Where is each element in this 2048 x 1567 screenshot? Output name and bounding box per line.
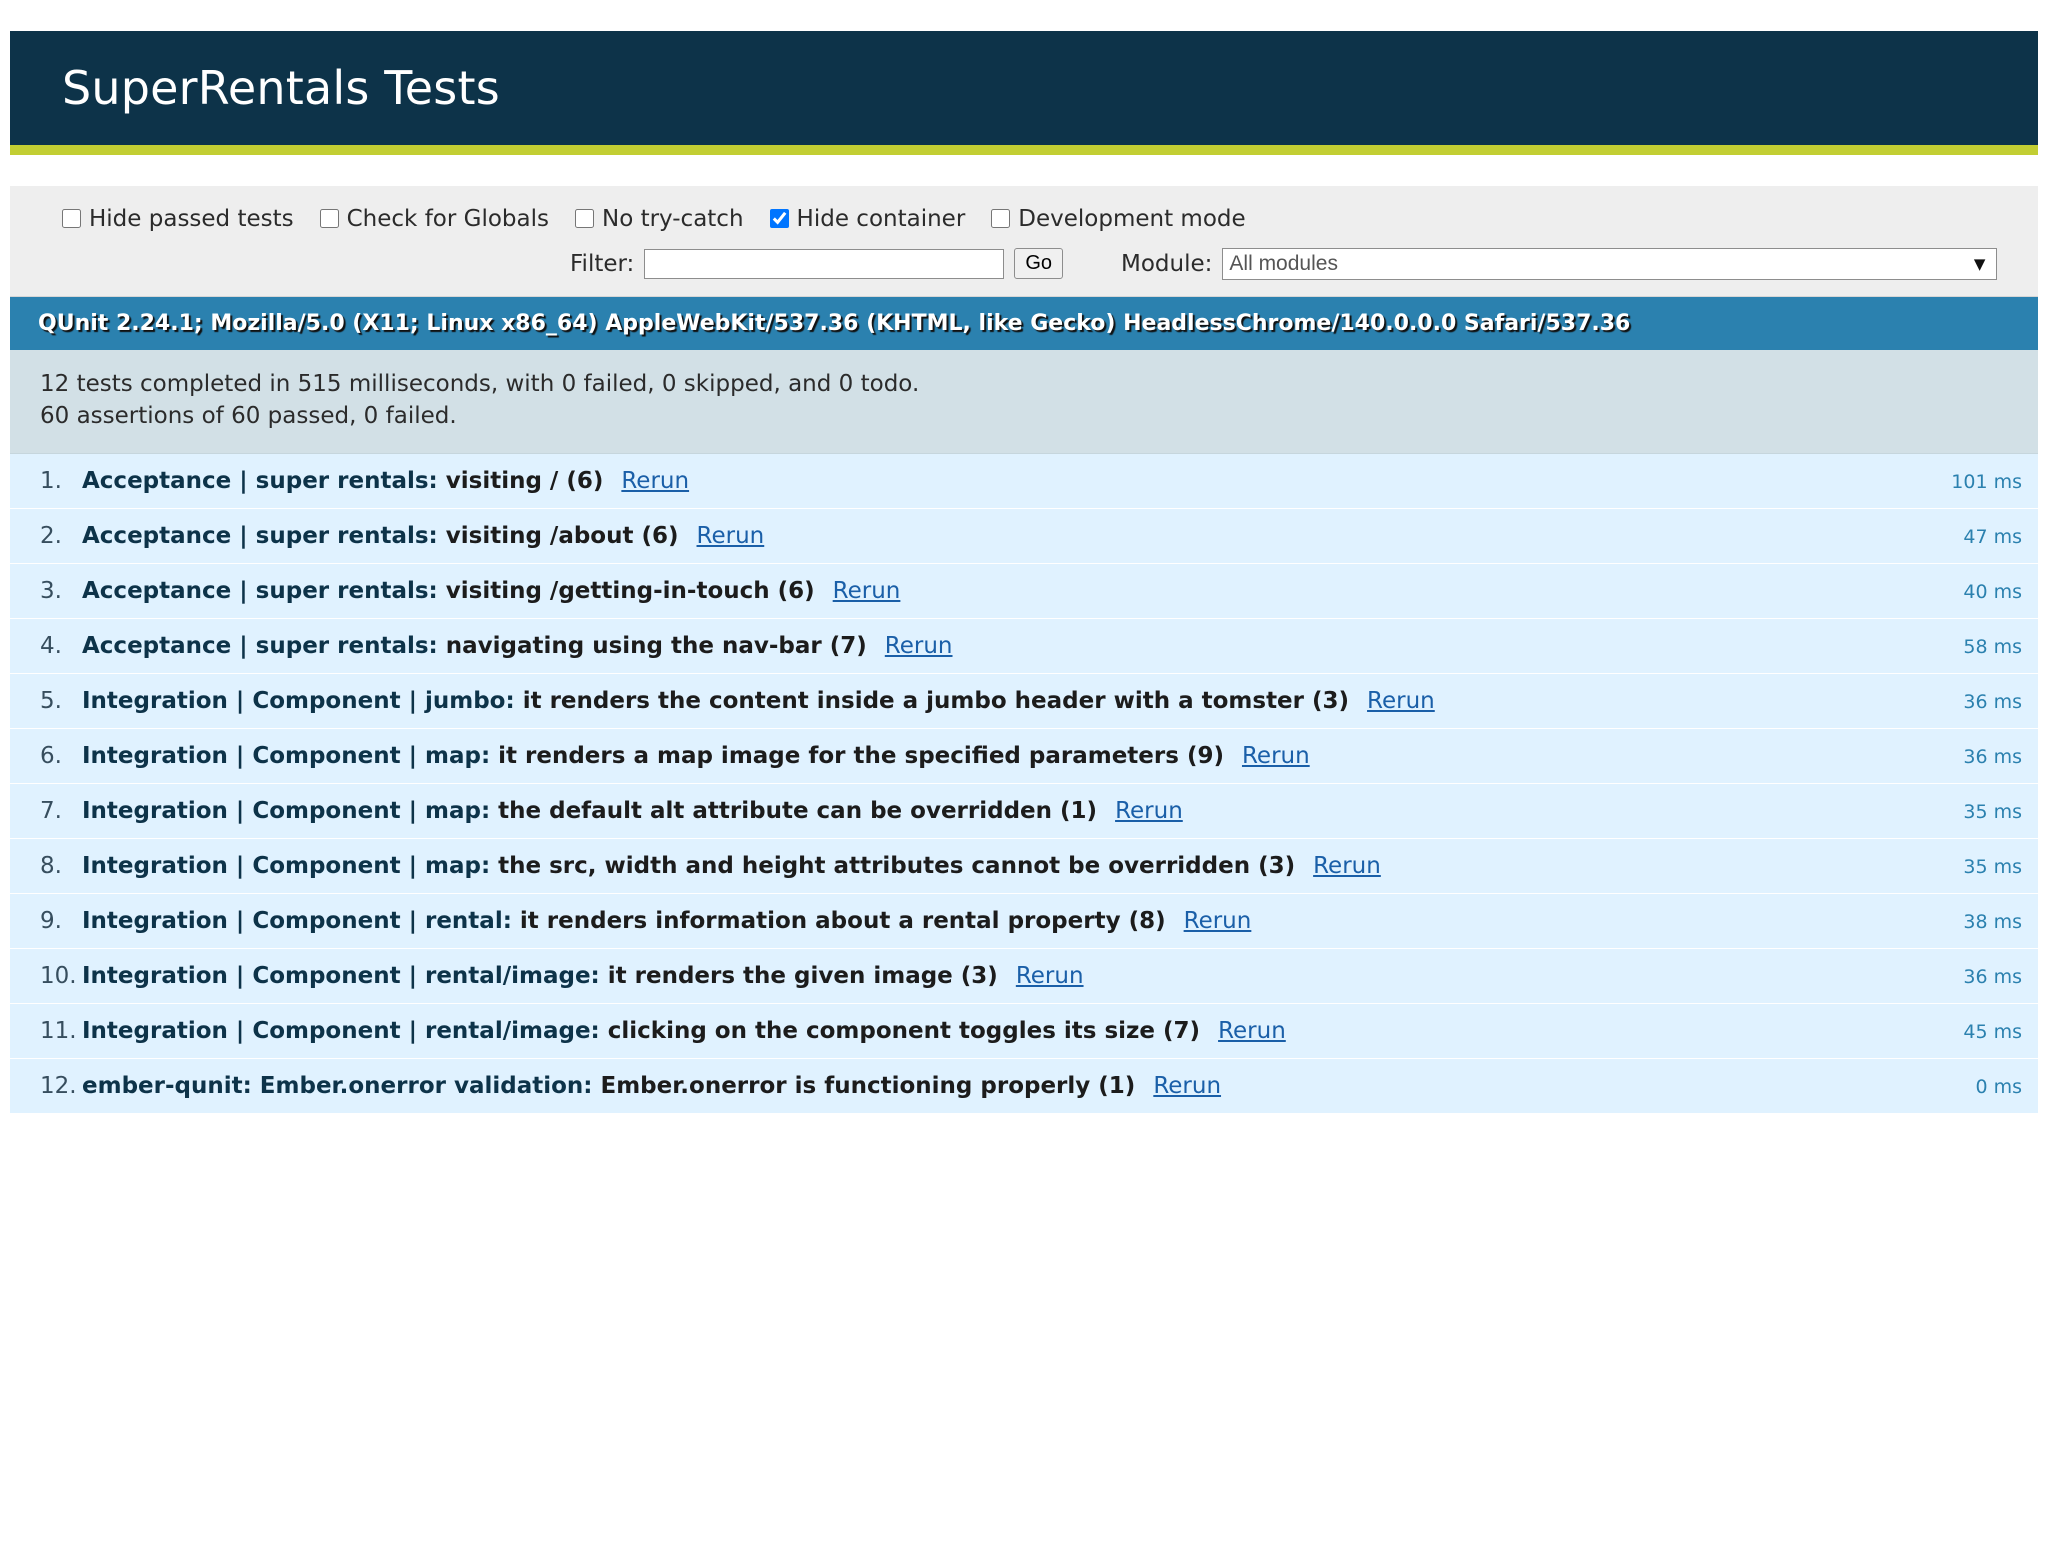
assertion-count: (7) [829, 632, 867, 659]
test-summary [40, 798, 1183, 824]
qunit-root [10, 31, 2038, 1114]
page-title: SuperRentals Tests [10, 31, 2038, 155]
toolbar-checkbox-row [20, 200, 2028, 236]
table-row[interactable] [10, 454, 2038, 509]
development-mode-checkbox[interactable] [991, 209, 1010, 228]
test-number: 2. [40, 522, 62, 549]
toggle-no-try-catch[interactable] [575, 206, 744, 232]
test-summary [40, 743, 1310, 769]
filter-input[interactable] [644, 249, 1004, 279]
hide-passed-tests-checkbox[interactable] [62, 209, 81, 228]
test-runtime: 0 ms [1975, 1075, 2022, 1098]
filter-label: Filter: [570, 250, 635, 277]
test-summary [40, 523, 764, 549]
test-number: 12. [40, 1072, 77, 1099]
no-try-catch-label[interactable]: No try-catch [601, 205, 744, 232]
test-number: 8. [40, 852, 62, 879]
test-runtime: 45 ms [1963, 1020, 2022, 1043]
no-try-catch-checkbox[interactable] [575, 209, 594, 228]
test-summary [40, 908, 1251, 934]
test-module-name: Integration | Component | jumbo: [82, 687, 515, 714]
check-for-globals-label[interactable]: Check for Globals [346, 205, 549, 232]
table-row[interactable] [10, 564, 2038, 619]
test-module-name: Integration | Component | map: [82, 797, 491, 824]
test-name: the src, width and height attributes cannot be overridden [498, 852, 1251, 879]
hide-container-checkbox[interactable] [770, 209, 789, 228]
test-runtime: 47 ms [1963, 525, 2022, 548]
test-module-name: ember-qunit: Ember.onerror validation: [82, 1072, 593, 1099]
table-row[interactable] [10, 619, 2038, 674]
test-name: navigating using the nav-bar [445, 632, 822, 659]
test-result-summary [10, 350, 2038, 454]
rerun-link[interactable]: Rerun [1218, 1017, 1286, 1044]
table-row[interactable] [10, 509, 2038, 564]
rerun-link[interactable]: Rerun [1153, 1072, 1222, 1099]
assertion-count: (8) [1128, 907, 1166, 934]
test-summary [40, 1018, 1286, 1044]
table-row[interactable] [10, 839, 2038, 894]
test-name: clicking on the component toggles its size [607, 1017, 1156, 1044]
test-number: 3. [40, 577, 62, 604]
test-name: it renders the given image [607, 962, 953, 989]
test-runtime: 101 ms [1951, 470, 2022, 493]
module-select-wrapper[interactable] [1222, 248, 1997, 280]
test-summary [40, 578, 900, 604]
test-name: visiting /about [445, 522, 634, 549]
test-number: 5. [40, 687, 62, 714]
test-summary [40, 853, 1381, 879]
test-module-name: Acceptance | super rentals: [82, 632, 438, 659]
test-number: 7. [40, 797, 62, 824]
test-name: it renders the content inside a jumbo header with a tomster [522, 687, 1305, 714]
test-runtime: 35 ms [1963, 800, 2022, 823]
check-for-globals-checkbox[interactable] [320, 209, 339, 228]
test-number: 1. [40, 467, 62, 494]
toggle-check-for-globals[interactable] [320, 206, 549, 232]
test-name: it renders a map image for the specified parameters [498, 742, 1179, 769]
user-agent-banner: QUnit 2.24.1; Mozilla/5.0 (X11; Linux x86_64) AppleWebKit/537.36 (KHTML, like Gecko) HeadlessChrome/140.0.0.0 Safari/537.36 [10, 297, 2038, 350]
rerun-link[interactable]: Rerun [1367, 687, 1435, 714]
chevron-down-icon: ▼ [1973, 254, 1986, 273]
rerun-link[interactable]: Rerun [1183, 907, 1252, 934]
module-select[interactable] [1222, 248, 1997, 280]
toggle-development-mode[interactable] [991, 206, 1245, 232]
test-runtime: 36 ms [1963, 965, 2022, 988]
test-name: visiting / [445, 467, 559, 494]
assertion-count: (6) [566, 467, 604, 494]
rerun-link[interactable]: Rerun [696, 522, 765, 549]
table-row[interactable] [10, 784, 2038, 839]
qunit-toolbar [10, 186, 2038, 297]
result-line-2: 60 assertions of 60 passed, 0 failed. [40, 403, 457, 430]
test-number: 11. [40, 1017, 77, 1044]
module-label: Module: [1121, 250, 1213, 277]
test-number: 6. [40, 742, 62, 769]
go-button[interactable]: Go [1014, 248, 1063, 279]
test-runtime: 36 ms [1963, 745, 2022, 768]
toggle-hide-container[interactable] [770, 206, 966, 232]
test-runtime: 40 ms [1963, 580, 2022, 603]
test-number: 10. [40, 962, 77, 989]
test-runtime: 35 ms [1963, 855, 2022, 878]
assertion-count: (3) [960, 962, 998, 989]
test-runtime: 38 ms [1963, 910, 2022, 933]
assertion-count: (3) [1312, 687, 1350, 714]
toggle-hide-passed-tests[interactable] [62, 206, 294, 232]
test-module-name: Integration | Component | map: [82, 852, 491, 879]
assertion-count: (6) [641, 522, 679, 549]
test-module-name: Integration | Component | map: [82, 742, 491, 769]
test-runtime: 58 ms [1963, 635, 2022, 658]
test-module-name: Integration | Component | rental/image: [82, 962, 600, 989]
hide-container-label[interactable]: Hide container [796, 205, 966, 232]
test-number: 4. [40, 632, 62, 659]
test-number: 9. [40, 907, 62, 934]
test-name: it renders information about a rental property [519, 907, 1121, 934]
assertion-count: (9) [1186, 742, 1224, 769]
test-name: the default alt attribute can be overridden [498, 797, 1053, 824]
test-module-name: Acceptance | super rentals: [82, 467, 438, 494]
test-module-name: Integration | Component | rental/image: [82, 1017, 600, 1044]
table-row[interactable] [10, 894, 2038, 949]
test-summary [40, 963, 1084, 989]
test-module-name: Acceptance | super rentals: [82, 577, 438, 604]
rerun-link[interactable]: Rerun [1313, 852, 1381, 879]
rerun-link[interactable]: Rerun [832, 577, 901, 604]
test-runtime: 36 ms [1963, 690, 2022, 713]
assertion-count: (1) [1060, 797, 1098, 824]
test-module-name: Integration | Component | rental: [82, 907, 512, 934]
test-name: Ember.onerror is functioning properly [600, 1072, 1091, 1099]
table-row[interactable] [10, 674, 2038, 729]
assertion-count: (3) [1258, 852, 1296, 879]
table-row[interactable] [10, 729, 2038, 784]
toolbar-filter-row [20, 236, 2028, 280]
test-module-name: Acceptance | super rentals: [82, 522, 438, 549]
hide-passed-tests-label[interactable]: Hide passed tests [89, 205, 294, 232]
test-summary [40, 688, 1435, 714]
test-summary [40, 633, 953, 659]
rerun-link[interactable]: Rerun [1015, 962, 1084, 989]
development-mode-label[interactable]: Development mode [1018, 205, 1246, 232]
assertion-count: (1) [1098, 1072, 1136, 1099]
test-summary [40, 468, 689, 494]
result-line-1: 12 tests completed in 515 milliseconds, with 0 failed, 0 skipped, and 0 todo. [40, 370, 920, 397]
table-row[interactable] [10, 949, 2038, 1004]
rerun-link[interactable]: Rerun [1115, 797, 1183, 824]
rerun-link[interactable]: Rerun [1241, 742, 1310, 769]
rerun-link[interactable]: Rerun [884, 632, 953, 659]
assertion-count: (7) [1163, 1017, 1201, 1044]
test-name: visiting /getting-in-touch [445, 577, 770, 604]
test-summary [40, 1073, 1221, 1099]
table-row[interactable] [10, 1059, 2038, 1114]
assertion-count: (6) [777, 577, 815, 604]
test-list [10, 454, 2038, 1114]
table-row[interactable] [10, 1004, 2038, 1059]
rerun-link[interactable]: Rerun [621, 467, 690, 494]
